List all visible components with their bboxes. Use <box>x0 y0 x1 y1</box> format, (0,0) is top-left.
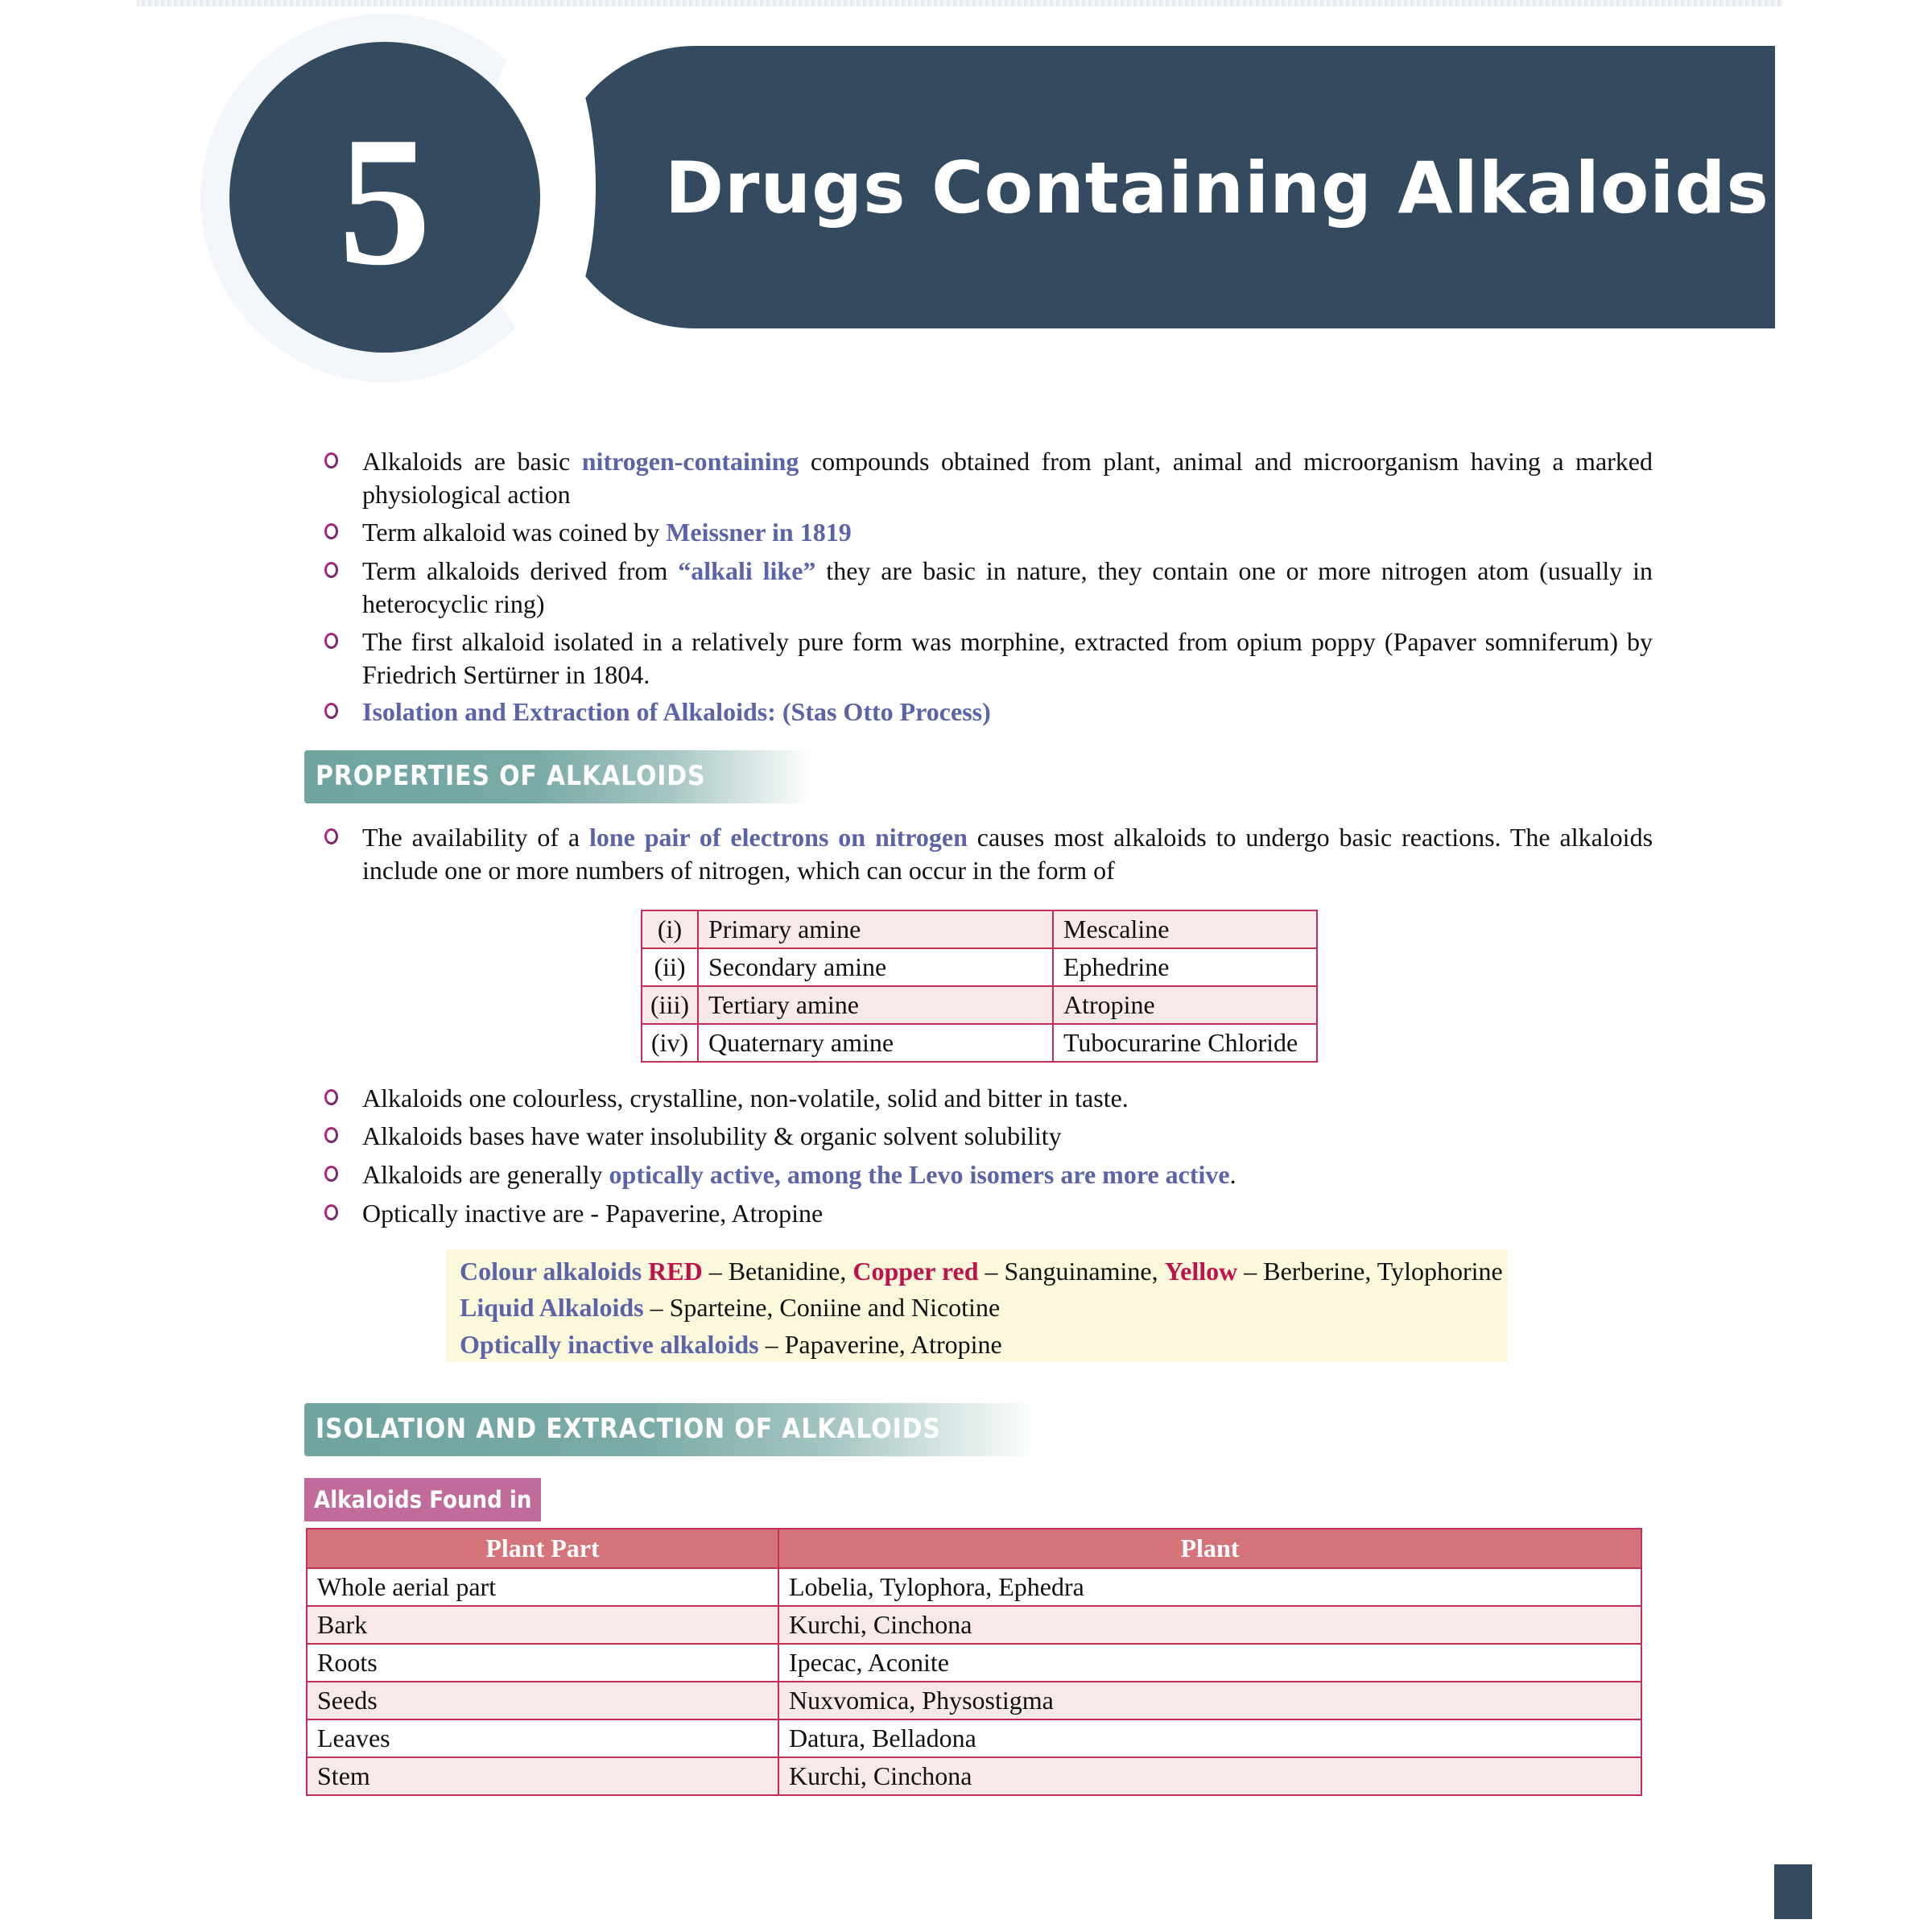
plant-names-cell: Nuxvomica, Physostigma <box>778 1682 1641 1719</box>
row-number: (ii) <box>642 948 698 986</box>
amine-type: Tertiary amine <box>698 986 1053 1024</box>
chapter-title: Drugs Containing Alkaloids <box>665 147 1769 229</box>
plant-part-cell: Leaves <box>307 1719 778 1757</box>
highlighted-text: Meissner in 1819 <box>666 518 852 547</box>
page-edge-marker <box>1774 1864 1812 1919</box>
table-row <box>642 986 1317 1024</box>
highlighted-text: Liquid Alkaloids <box>460 1293 644 1322</box>
highlighted-text: lone pair of electrons on nitrogen <box>588 823 968 852</box>
text-run: Term alkaloid was coined by <box>362 518 667 547</box>
intro-bullet <box>324 445 1653 511</box>
table-row <box>642 910 1317 948</box>
intro-bullet <box>324 625 1653 691</box>
bullet-ring-icon <box>324 1204 338 1220</box>
highlighted-text: RED <box>648 1257 703 1286</box>
table-row <box>307 1757 1641 1795</box>
table-row <box>307 1682 1641 1719</box>
highlighted-text: optically active, among the Levo isomers are more active <box>609 1160 1230 1189</box>
table-row <box>307 1644 1641 1682</box>
text-run: – Berberine, Tylophorine <box>1237 1257 1503 1286</box>
highlighted-text: Isolation and Extraction of Alkaloids: (Stas Otto Process) <box>362 697 991 726</box>
section-heading-properties: PROPERTIES OF ALKALOIDS <box>304 750 813 803</box>
amine-type: Quaternary amine <box>698 1024 1053 1062</box>
text-run: compounds obtained from plant, animal and microorganism having a marked physiological action <box>362 447 1653 509</box>
plant-part-cell: Bark <box>307 1606 778 1644</box>
text-run: . <box>1229 1160 1236 1189</box>
column-header-plant-part: Plant Part <box>307 1529 778 1568</box>
intro-bullet <box>324 516 1653 549</box>
column-header-plant: Plant <box>778 1529 1641 1568</box>
table-row <box>642 1024 1317 1062</box>
amine-types-table <box>641 910 1318 1063</box>
text-run: – Papaverine, Atropine <box>758 1330 1002 1359</box>
bullet-ring-icon <box>324 828 338 844</box>
note-line-optically-inactive <box>460 1328 1002 1360</box>
text-run: Optically inactive are - Papaverine, Atropine <box>362 1199 824 1228</box>
intro-bullet <box>324 555 1653 621</box>
text-run: causes most alkaloids to undergo basic reactions. The alkaloids include one or more numbers of nitrogen, which can occur in the form of <box>362 823 1653 885</box>
properties-lead-bullet <box>324 821 1653 887</box>
row-number: (iii) <box>642 986 698 1024</box>
plant-names-cell: Kurchi, Cinchona <box>778 1606 1641 1644</box>
section-heading-isolation: ISOLATION AND EXTRACTION OF ALKALOIDS <box>304 1403 1038 1456</box>
highlighted-text: Optically inactive alkaloids <box>460 1330 759 1359</box>
table-header-row <box>307 1529 1641 1568</box>
key-facts-note-box <box>446 1249 1508 1362</box>
bullet-ring-icon <box>324 1127 338 1143</box>
highlighted-text: Colour alkaloids <box>460 1257 649 1286</box>
text-run: – Sparteine, Coniine and Nicotine <box>643 1293 1001 1322</box>
note-line-colour-alkaloids <box>460 1255 1503 1287</box>
table-row <box>307 1719 1641 1757</box>
plant-part-cell: Seeds <box>307 1682 778 1719</box>
plant-part-cell: Whole aerial part <box>307 1568 778 1606</box>
plant-names-cell: Ipecac, Aconite <box>778 1644 1641 1682</box>
example-alkaloid: Mescaline <box>1053 910 1317 948</box>
table-row <box>307 1568 1641 1606</box>
row-number: (i) <box>642 910 698 948</box>
plant-names-cell: Kurchi, Cinchona <box>778 1757 1641 1795</box>
amine-type: Primary amine <box>698 910 1053 948</box>
intro-bullet <box>324 696 1653 729</box>
property-bullet <box>324 1158 1653 1191</box>
example-alkaloid: Ephedrine <box>1053 948 1317 986</box>
text-run: Term alkaloids derived from <box>362 556 679 585</box>
text-run: Alkaloids are basic <box>362 447 582 476</box>
text-run: Alkaloids one colourless, crystalline, non-volatile, solid and bitter in taste. <box>362 1084 1129 1113</box>
chapter-number-badge <box>229 42 540 353</box>
plant-names-cell: Lobelia, Tylophora, Ephedra <box>778 1568 1641 1606</box>
text-run: they are basic in nature, they contain one or more nitrogen atom (usually in heterocyclic ring) <box>362 556 1653 618</box>
example-alkaloid: Atropine <box>1053 986 1317 1024</box>
highlighted-text: Yellow <box>1164 1257 1238 1286</box>
bullet-ring-icon <box>324 1166 338 1182</box>
text-run: – Sanguinamine, <box>978 1257 1165 1286</box>
bullet-ring-icon <box>324 452 338 469</box>
top-texture-strip <box>137 0 1783 6</box>
property-bullet <box>324 1120 1653 1153</box>
bullet-ring-icon <box>324 523 338 539</box>
bullet-ring-icon <box>324 633 338 649</box>
text-run: The availability of a <box>362 823 589 852</box>
text-run: Alkaloids bases have water insolubility & organic solvent solubility <box>362 1121 1062 1150</box>
text-run: – Betanidine, <box>702 1257 853 1286</box>
note-line-liquid-alkaloids <box>460 1291 1000 1323</box>
row-number: (iv) <box>642 1024 698 1062</box>
amine-type: Secondary amine <box>698 948 1053 986</box>
bullet-ring-icon <box>324 562 338 578</box>
bullet-ring-icon <box>324 1089 338 1105</box>
example-alkaloid: Tubocurarine Chloride <box>1053 1024 1317 1062</box>
bullet-ring-icon <box>324 703 338 719</box>
property-bullet <box>324 1197 1653 1230</box>
plant-part-cell: Stem <box>307 1757 778 1795</box>
sub-heading-alkaloids-found-in: Alkaloids Found in <box>304 1478 541 1521</box>
highlighted-text: Copper red <box>852 1257 979 1286</box>
chapter-number: 5 <box>338 98 431 303</box>
plant-names-cell: Datura, Belladona <box>778 1719 1641 1757</box>
highlighted-text: nitrogen-containing <box>581 447 799 476</box>
property-bullet <box>324 1082 1653 1115</box>
table-row <box>307 1606 1641 1644</box>
text-run: Alkaloids are generally <box>362 1160 609 1189</box>
table-row <box>642 948 1317 986</box>
plant-part-cell: Roots <box>307 1644 778 1682</box>
plant-part-table <box>306 1528 1642 1796</box>
highlighted-text: “alkali like” <box>678 556 816 585</box>
text-run: The first alkaloid isolated in a relatively pure form was morphine, extracted from opium poppy (Papaver somniferum) by Friedrich Sertürner in 1804. <box>362 627 1653 689</box>
